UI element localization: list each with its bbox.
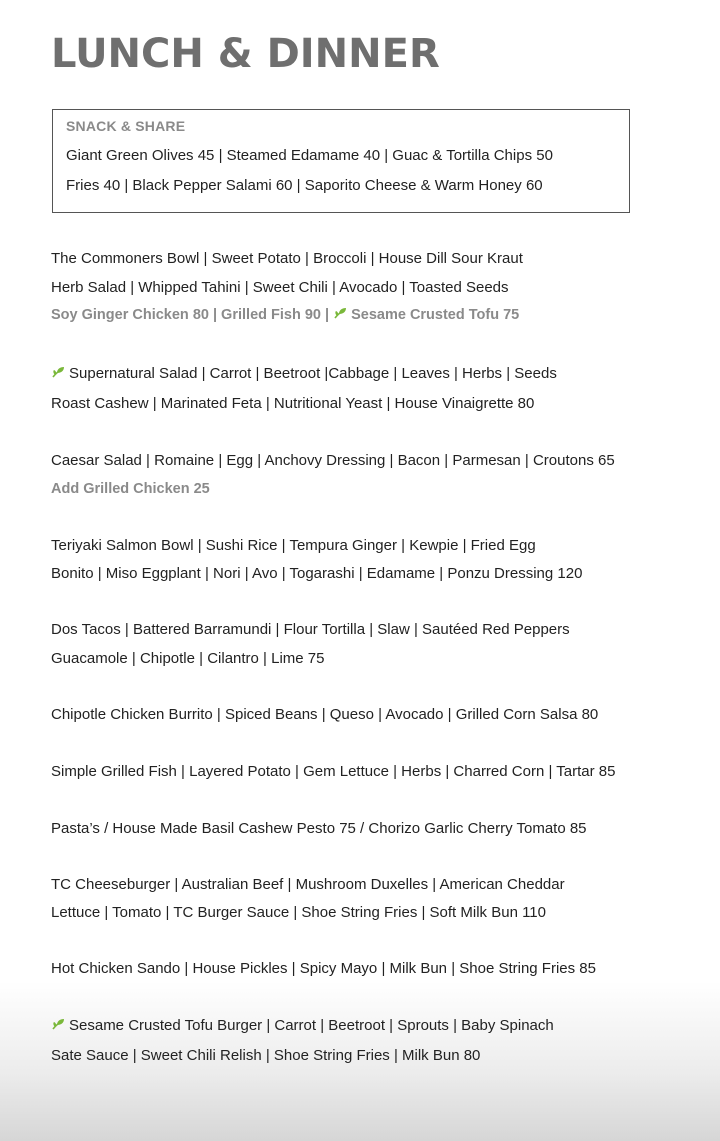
bowl-line-2: Herb Salad | Whipped Tahini | Sweet Chili | Avocado | Toasted Seeds <box>51 279 509 296</box>
caesar-line-1: Caesar Salad | Romaine | Egg | Anchovy Dressing | Bacon | Parmesan | Croutons 65 <box>51 452 615 469</box>
teriyaki-line-2: Bonito | Miso Eggplant | Nori | Avo | Togarashi | Edamame | Ponzu Dressing 120 <box>51 565 583 582</box>
tofu-burger-text-1: Sesame Crusted Tofu Burger | Carrot | Beetroot | Sprouts | Baby Spinach <box>69 1017 554 1034</box>
bowl-line-1: The Commoners Bowl | Sweet Potato | Broccoli | House Dill Sour Kraut <box>51 250 523 267</box>
menu-title: LUNCH & DINNER <box>51 31 440 77</box>
tacos-line-2: Guacamole | Chipotle | Cilantro | Lime 75 <box>51 650 325 667</box>
teriyaki-line-1: Teriyaki Salmon Bowl | Sushi Rice | Tempura Ginger | Kewpie | Fried Egg <box>51 537 536 554</box>
tofu-burger-line-2: Sate Sauce | Sweet Chili Relish | Shoe String Fries | Milk Bun 80 <box>51 1047 481 1064</box>
supernatural-text-1: Supernatural Salad | Carrot | Beetroot |Cabbage | Leaves | Herbs | Seeds <box>69 365 557 382</box>
tofu-burger-line-1 <box>51 1016 554 1036</box>
bowl-options <box>51 305 519 325</box>
pasta-line-1: Pasta’s / House Made Basil Cashew Pesto 75 / Chorizo Garlic Cherry Tomato 85 <box>51 820 587 837</box>
bowl-option-text-b: Sesame Crusted Tofu 75 <box>351 307 520 323</box>
vegan-leaf-icon <box>333 306 348 320</box>
snack-line-1: Giant Green Olives 45 | Steamed Edamame 40 | Guac & Tortilla Chips 50 <box>66 147 553 164</box>
supernatural-line-1 <box>51 364 557 384</box>
snack-line-2: Fries 40 | Black Pepper Salami 60 | Saporito Cheese & Warm Honey 60 <box>66 177 543 194</box>
vegan-leaf-icon <box>51 365 66 379</box>
chicken-sando-line-1: Hot Chicken Sando | House Pickles | Spicy Mayo | Milk Bun | Shoe String Fries 85 <box>51 960 596 977</box>
cheeseburger-line-2: Lettuce | Tomato | TC Burger Sauce | Shoe String Fries | Soft Milk Bun 110 <box>51 904 546 921</box>
caesar-add-on: Add Grilled Chicken 25 <box>51 481 210 497</box>
snack-share-heading: SNACK & SHARE <box>66 118 186 134</box>
snack-share-box <box>52 109 630 213</box>
tacos-line-1: Dos Tacos | Battered Barramundi | Flour Tortilla | Slaw | Sautéed Red Peppers <box>51 621 570 638</box>
burrito-line-1: Chipotle Chicken Burrito | Spiced Beans | Queso | Avocado | Grilled Corn Salsa 80 <box>51 706 599 723</box>
bowl-option-text-a: Soy Ginger Chicken 80 | Grilled Fish 90 | <box>51 307 334 323</box>
grilled-fish-line-1: Simple Grilled Fish | Layered Potato | Gem Lettuce | Herbs | Charred Corn | Tartar 85 <box>51 763 616 780</box>
vegan-leaf-icon <box>51 1017 66 1031</box>
cheeseburger-line-1: TC Cheeseburger | Australian Beef | Mushroom Duxelles | American Cheddar <box>51 876 565 893</box>
supernatural-line-2: Roast Cashew | Marinated Feta | Nutritional Yeast | House Vinaigrette 80 <box>51 395 535 412</box>
